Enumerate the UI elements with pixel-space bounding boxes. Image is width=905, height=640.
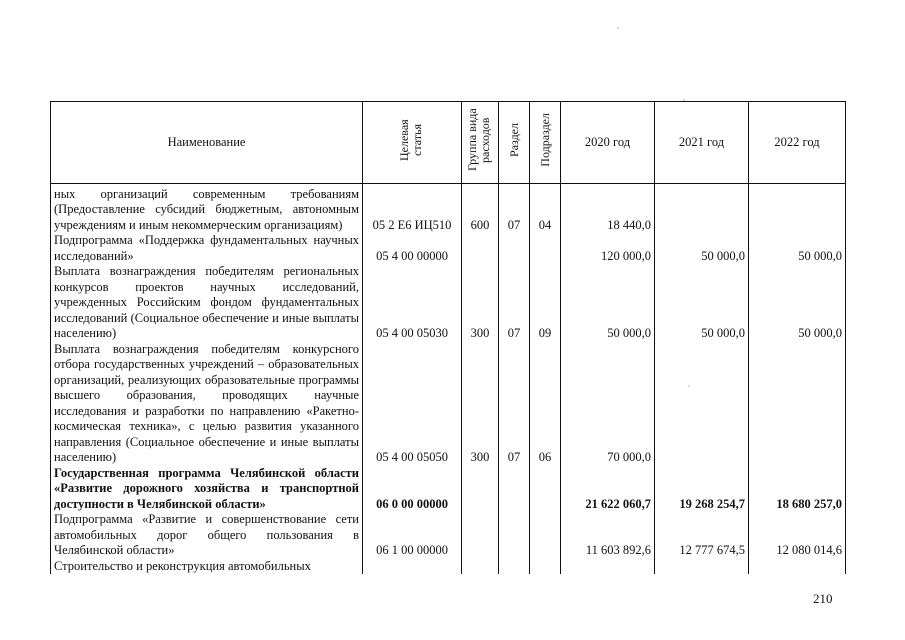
row-section bbox=[499, 466, 530, 513]
row-target-article: 05 4 00 00000 bbox=[363, 233, 462, 264]
row-2022 bbox=[749, 559, 846, 575]
row-target-article bbox=[363, 559, 462, 575]
row-name: Строительство и реконструкция автомобильных bbox=[51, 559, 363, 575]
header-subsection: Подраздел bbox=[530, 102, 561, 184]
row-subsection: 09 bbox=[530, 264, 561, 342]
row-name: ных организаций современным требованиям (Предоставление субсидий бюджетным, автономным учреждениям и иным некоммерческим организациям) bbox=[51, 183, 363, 233]
scan-speck bbox=[683, 99, 685, 101]
row-target-article: 05 2 Е6 ИЦ510 bbox=[363, 183, 462, 233]
row-target-article: 06 1 00 00000 bbox=[363, 512, 462, 559]
row-2020: 21 622 060,7 bbox=[561, 466, 655, 513]
header-2022: 2022 год bbox=[749, 102, 846, 184]
row-section: 07 bbox=[499, 264, 530, 342]
row-name: Подпрограмма «Поддержка фундаментальных научных исследований» bbox=[51, 233, 363, 264]
row-expense-group: 300 bbox=[462, 264, 499, 342]
row-2021 bbox=[655, 183, 749, 233]
row-2020: 70 000,0 bbox=[561, 342, 655, 466]
row-2020: 18 440,0 bbox=[561, 183, 655, 233]
row-expense-group bbox=[462, 559, 499, 575]
row-2022: 18 680 257,0 bbox=[749, 466, 846, 513]
header-name: Наименование bbox=[51, 102, 363, 184]
row-section: 07 bbox=[499, 183, 530, 233]
row-2022: 50 000,0 bbox=[749, 264, 846, 342]
header-expense-group: Группа вида расходов bbox=[462, 102, 499, 184]
row-expense-group bbox=[462, 233, 499, 264]
header-2020: 2020 год bbox=[561, 102, 655, 184]
header-2021: 2021 год bbox=[655, 102, 749, 184]
row-2021: 50 000,0 bbox=[655, 264, 749, 342]
row-expense-group bbox=[462, 512, 499, 559]
row-2022 bbox=[749, 183, 846, 233]
row-2022: 50 000,0 bbox=[749, 233, 846, 264]
row-name: Государственная программа Челябинской области «Развитие дорожного хозяйства и транспортной доступности в Челябинской области» bbox=[51, 466, 363, 513]
table-row bbox=[51, 183, 846, 233]
row-2021 bbox=[655, 559, 749, 575]
row-2021: 12 777 674,5 bbox=[655, 512, 749, 559]
row-target-article: 06 0 00 00000 bbox=[363, 466, 462, 513]
row-target-article: 05 4 00 05050 bbox=[363, 342, 462, 466]
header-target-article: Целевая статья bbox=[363, 102, 462, 184]
row-2021: 50 000,0 bbox=[655, 233, 749, 264]
row-2020: 120 000,0 bbox=[561, 233, 655, 264]
scan-speck bbox=[688, 385, 690, 387]
row-name: Подпрограмма «Развитие и совершенствование сети автомобильных дорог общего пользования в Челябинской области» bbox=[51, 512, 363, 559]
row-2020 bbox=[561, 559, 655, 575]
row-section bbox=[499, 559, 530, 575]
table-row bbox=[51, 264, 846, 342]
table-header-row bbox=[51, 102, 846, 184]
row-2021: 19 268 254,7 bbox=[655, 466, 749, 513]
table-row bbox=[51, 466, 846, 513]
row-section: 07 bbox=[499, 342, 530, 466]
row-section bbox=[499, 512, 530, 559]
table-row bbox=[51, 559, 846, 575]
row-2022 bbox=[749, 342, 846, 466]
row-subsection bbox=[530, 233, 561, 264]
row-section bbox=[499, 233, 530, 264]
row-2021 bbox=[655, 342, 749, 466]
scan-speck bbox=[617, 27, 619, 29]
table-row bbox=[51, 233, 846, 264]
row-subsection: 04 bbox=[530, 183, 561, 233]
row-expense-group: 600 bbox=[462, 183, 499, 233]
row-subsection: 06 bbox=[530, 342, 561, 466]
row-2020: 11 603 892,6 bbox=[561, 512, 655, 559]
table-row bbox=[51, 342, 846, 466]
row-expense-group: 300 bbox=[462, 342, 499, 466]
row-subsection bbox=[530, 512, 561, 559]
header-section: Раздел bbox=[499, 102, 530, 184]
page-number: 210 bbox=[813, 591, 833, 606]
row-name: Выплата вознаграждения победителям конкурсного отбора государственных учреждений – образовательных организаций, реализующих образовательные программы высшего образования, проводящих научные исследования и разработки по направлению «Ракетно-космическая техника», с целью развития указанного направления (Социальное обеспечение и иные выплаты населению) bbox=[51, 342, 363, 466]
row-name: Выплата вознаграждения победителям региональных конкурсов проектов научных исследований, учрежденных Российским фондом фундаментальных исследований (Социальное обеспечение и иные выплаты населению) bbox=[51, 264, 363, 342]
row-2020: 50 000,0 bbox=[561, 264, 655, 342]
row-2022: 12 080 014,6 bbox=[749, 512, 846, 559]
table-row bbox=[51, 512, 846, 559]
row-subsection bbox=[530, 559, 561, 575]
row-target-article: 05 4 00 05030 bbox=[363, 264, 462, 342]
row-subsection bbox=[530, 466, 561, 513]
row-expense-group bbox=[462, 466, 499, 513]
budget-table bbox=[50, 101, 846, 574]
